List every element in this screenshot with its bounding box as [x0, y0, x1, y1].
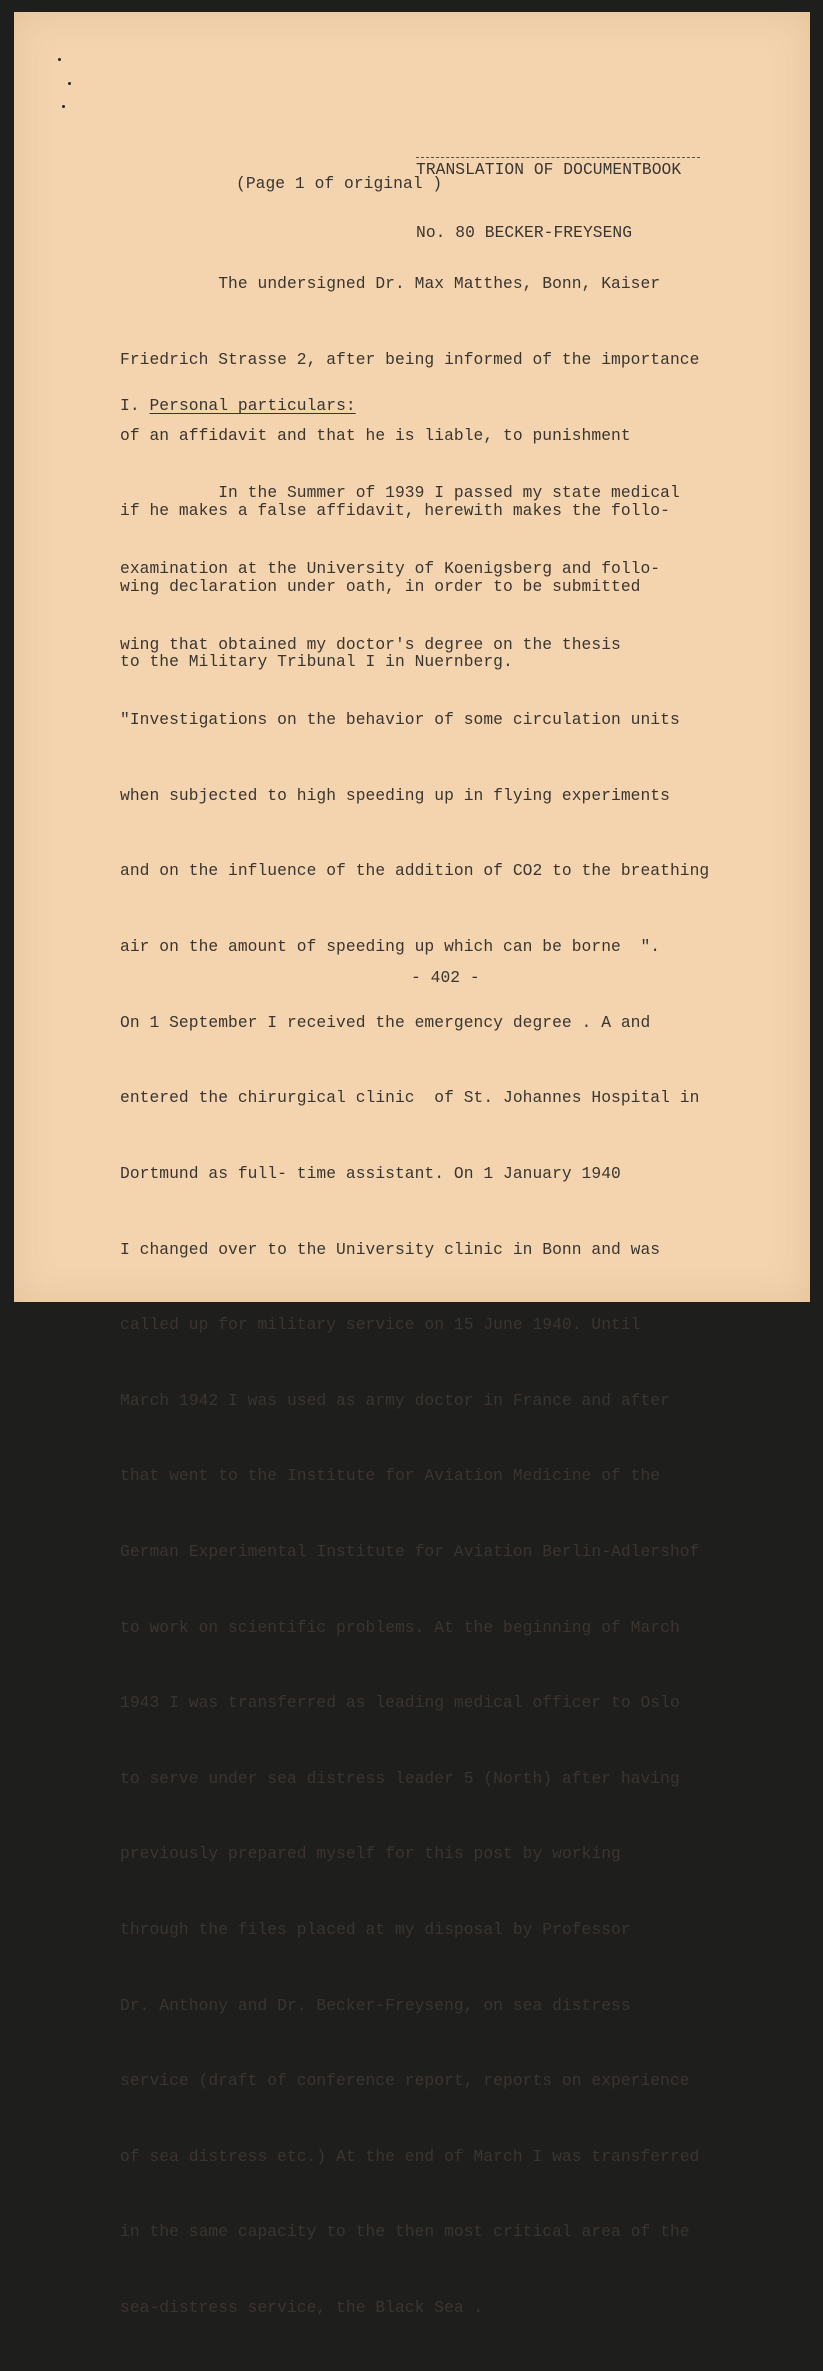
- section-title: Personal particulars:: [149, 396, 356, 415]
- text-line: Friedrich Strasse 2, after being informed of the importance: [120, 350, 700, 370]
- margin-mark: [68, 82, 71, 85]
- text-line: to work on scientific problems. At the beginning of March: [120, 1617, 680, 1637]
- text-line: March 1942 I was used as army doctor in France and after: [120, 1390, 670, 1410]
- text-line: air on the amount of speeding up which can be borne ".: [120, 937, 661, 957]
- text-line: 1943 I was transferred as leading medical officer to Oslo: [120, 1693, 680, 1713]
- text-line: I changed over to the University clinic in Bonn and was: [120, 1239, 661, 1259]
- text-line: and on the influence of the addition of CO2 to the breathing: [120, 861, 710, 881]
- text-line: to serve under sea distress leader 5 (North) after having: [120, 1768, 680, 1788]
- text-line: of sea distress etc.) At the end of March I was transferred: [120, 2146, 700, 2166]
- text-line: through the files placed at my disposal by Professor: [120, 1919, 631, 1939]
- text-line: if he makes a false affidavit, herewith makes the follo-: [120, 501, 670, 521]
- text-line: to the Military Tribunal I in Nuernberg.: [120, 652, 513, 672]
- text-line: of an affidavit and that he is liable, to punishment: [120, 425, 631, 445]
- text-line: wing that obtained my doctor's degree on the thesis: [120, 634, 621, 654]
- margin-mark: [62, 105, 65, 108]
- text-line: In the Summer of 1939 I passed my state medical: [218, 483, 680, 503]
- margin-mark: [58, 58, 61, 61]
- text-line: service (draft of conference report, reports on experience: [120, 2071, 690, 2091]
- text-line: previously prepared myself for this post by working: [120, 1844, 621, 1864]
- text-line: Dr. Anthony and Dr. Becker-Freyseng, on sea distress: [120, 1995, 631, 2015]
- text-line: called up for military service on 15 June 1940. Until: [120, 1315, 641, 1335]
- page-number: - 402 -: [411, 968, 480, 987]
- header-underline: [416, 157, 700, 158]
- text-line: wing declaration under oath, in order to be submitted: [120, 576, 641, 596]
- header-line-1: TRANSLATION OF DOCUMENTBOOK: [416, 160, 682, 179]
- text-line: when subjected to high speeding up in flying experiments: [120, 785, 670, 805]
- page-of-original: (Page 1 of original ): [236, 174, 443, 193]
- header-line-2: No. 80 BECKER-FREYSENG: [416, 223, 633, 242]
- text-line: German Experimental Institute for Aviation Berlin-Adlershof: [120, 1541, 700, 1561]
- text-line: Dortmund as full- time assistant. On 1 January 1940: [120, 1163, 621, 1183]
- text-line: The undersigned Dr. Max Matthes, Bonn, Kaiser: [218, 274, 661, 294]
- document-page: [14, 12, 810, 2318]
- text-line: entered the chirurgical clinic of St. Johannes Hospital in: [120, 1088, 700, 1108]
- text-line: in the same capacity to the then most critical area of the: [120, 2222, 690, 2242]
- section-number: I.: [120, 396, 140, 415]
- body-paragraph: [120, 430, 709, 2371]
- text-line: examination at the University of Koenigsberg and follo-: [120, 559, 661, 579]
- text-line: "Investigations on the behavior of some circulation units: [120, 710, 680, 730]
- text-line: On 1 September I received the emergency degree . A and: [120, 1012, 651, 1032]
- text-line: sea-distress service, the Black Sea .: [120, 2298, 484, 2318]
- text-line: that went to the Institute for Aviation Medicine of the: [120, 1466, 661, 1486]
- section-heading: [120, 396, 356, 415]
